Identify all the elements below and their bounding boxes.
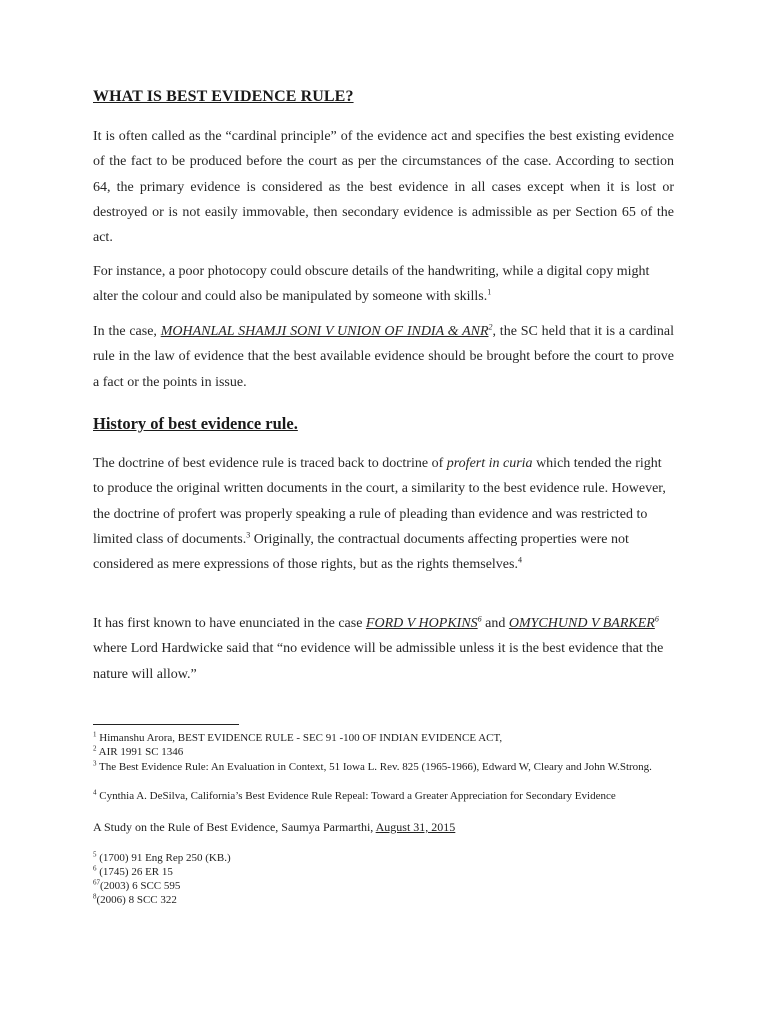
case-citation-omychund: OMYCHUND V BARKER — [508, 616, 655, 631]
source-text: A Study on the Rule of Best Evidence, Saumya Parmarthi, — [93, 820, 376, 834]
paragraph-example-text: For instance, a poor photocopy could obscure details of the handwriting, while a digital copy might alter the colour and could also be manipulated by someone with skills. — [93, 264, 650, 305]
footnote-number: 7 — [96, 878, 100, 887]
footnote — [93, 760, 683, 774]
footnote — [93, 851, 683, 865]
footnote-text: (1700) 91 Eng Rep 250 (KB.) — [96, 852, 231, 864]
footnote-text: The Best Evidence Rule: An Evaluation in Context, 51 Iowa L. Rev. 825 (1965-1966), Edward W, Cleary and John W.Strong. — [96, 761, 652, 773]
paragraph-history — [93, 451, 674, 577]
footnote-number: 5 — [93, 850, 97, 859]
footnote — [93, 893, 683, 907]
paragraph-origin-a: It has first known to have enunciated in the case — [93, 616, 366, 631]
paragraph-history-b: which tended the right to produce the original written documents in the court, a similarity to the best evidence rule. However, the doctrine of profert was properly speaking a rule of pleading than evidence and was restricted to limited class of documents. — [93, 456, 666, 547]
page-title: WHAT IS BEST EVIDENCE RULE? — [93, 88, 354, 105]
paragraph-case-suffix: , the SC held that it is a cardinal rule in the law of evidence that the best available evidence should be brought before the court to prove a fact or the points in issue. — [93, 324, 674, 390]
footnote-text: Cynthia A. DeSilva, California’s Best Evidence Rule Repeal: Toward a Greater Appreciation for Secondary Evidence — [96, 790, 616, 802]
paragraph-definition: It is often called as the “cardinal principle” of the evidence act and specifies the best existing evidence of the fact to be produced before the court as per the circumstances of the case. According to section 64, the primary evidence is considered as the best evidence in all cases except when it is lost or destroyed or is not easily immovable, then secondary evidence is admissible as per Section 65 of the act. — [93, 129, 674, 246]
footnote — [93, 731, 683, 745]
section-heading: History of best evidence rule. — [93, 414, 298, 433]
source-date: August 31, 2015 — [375, 820, 456, 834]
latin-term: profert in curia — [446, 456, 533, 471]
footnote — [93, 865, 683, 879]
source-citation — [93, 820, 683, 834]
paragraph-case — [93, 319, 674, 395]
case-citation-ford: FORD V HOPKINS — [365, 616, 478, 631]
paragraph-case-prefix: In the case, — [93, 324, 161, 339]
footnote-number: 1 — [93, 730, 97, 739]
footnote — [93, 745, 683, 759]
footnote-text: Himanshu Arora, BEST EVIDENCE RULE - SEC 91 -100 OF INDIAN EVIDENCE ACT, — [96, 732, 503, 744]
footnote-ref: 3 — [246, 530, 251, 540]
footnote-ref: 1 — [487, 287, 492, 297]
paragraph-history-a: The doctrine of best evidence rule is traced back to doctrine of — [93, 456, 447, 471]
footnote-ref: 2 — [488, 322, 493, 332]
footnote — [93, 879, 683, 893]
paragraph-example — [93, 259, 674, 310]
footnote-number: 8 — [93, 892, 97, 901]
paragraph-origin-b: and — [481, 616, 509, 631]
footnote-number: 6 — [93, 878, 97, 887]
footnote-ref: 6 — [654, 614, 659, 624]
footnote-text: AIR 1991 SC 1346 — [96, 746, 184, 758]
footnote-text: (2006) 8 SCC 322 — [96, 894, 177, 906]
footnote — [93, 789, 683, 803]
footnote-number: 2 — [93, 744, 97, 753]
footnote-number: 6 — [93, 864, 97, 873]
paragraph-history-c: Originally, the contractual documents affecting properties were not considered as mere expressions of those rights, but as the rights themselves. — [93, 531, 629, 573]
footnote-number: 4 — [93, 788, 97, 797]
footnote-separator — [93, 724, 239, 725]
paragraph-origin — [93, 611, 674, 687]
case-citation-mohanlal: MOHANLAL SHAMJI SONI V UNION OF INDIA & ANR — [160, 324, 489, 339]
paragraph-origin-c: where Lord Hardwicke said that “no evidence will be admissible unless it is the best evidence that the nature will allow.” — [93, 641, 664, 682]
footnote-number: 3 — [93, 759, 97, 768]
footnote-ref: 4 — [517, 555, 522, 565]
footnote-text: (2003) 6 SCC 595 — [100, 880, 181, 892]
footnote-text: (1745) 26 ER 15 — [96, 866, 173, 878]
footnote-ref: 6 — [477, 614, 482, 624]
